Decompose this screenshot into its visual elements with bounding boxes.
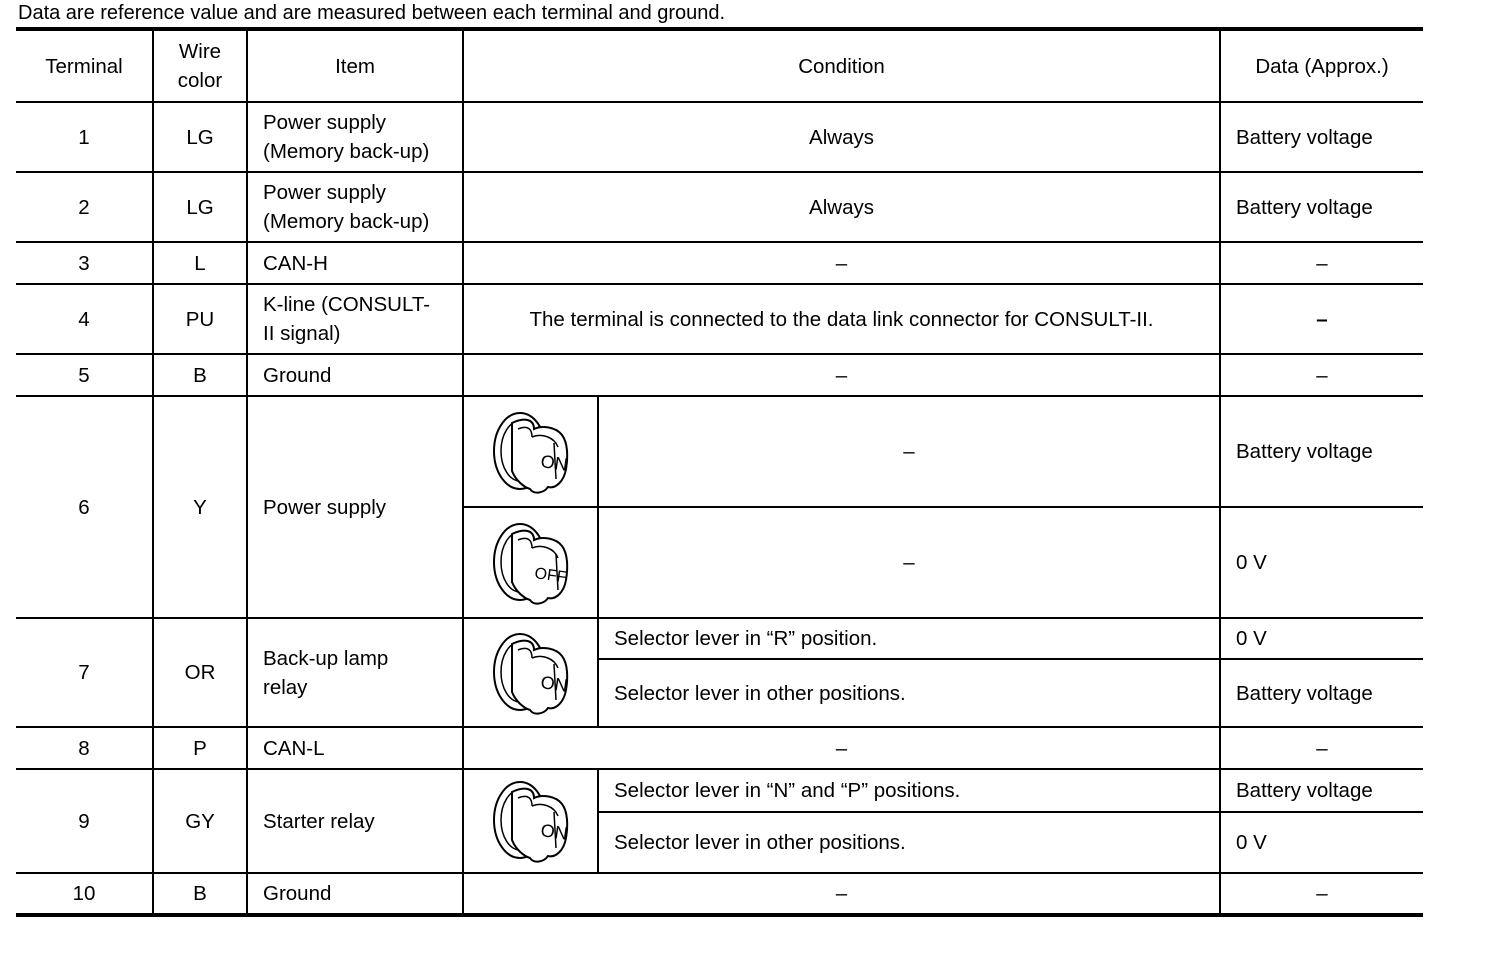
header-terminal: Terminal	[16, 29, 153, 102]
key-on-label: ON	[539, 671, 569, 696]
ignition-key-icon	[490, 630, 580, 716]
condition-cell: Selector lever in other positions.	[598, 659, 1220, 727]
terminal-cell: 9	[16, 769, 153, 873]
wire-color-cell: GY	[153, 769, 247, 873]
item-line1: K-line (CONSULT-	[263, 293, 431, 316]
table-row	[16, 354, 1423, 396]
data-cell: 0 V	[1220, 507, 1423, 618]
data-cell: 0 V	[1220, 812, 1423, 873]
data-cell: –	[1220, 284, 1423, 354]
condition-cell: –	[463, 354, 1220, 396]
condition-cell: Selector lever in “N” and “P” positions.	[598, 769, 1220, 812]
terminal-cell: 10	[16, 873, 153, 915]
table-row	[16, 284, 1423, 354]
data-cell: Battery voltage	[1220, 172, 1423, 242]
ignition-key-icon	[490, 520, 580, 606]
wire-color-cell: LG	[153, 102, 247, 172]
data-cell: Battery voltage	[1220, 102, 1423, 172]
terminal-cell: 4	[16, 284, 153, 354]
data-cell: –	[1220, 242, 1423, 284]
item-cell: CAN-H	[247, 242, 463, 284]
wire-color-cell: P	[153, 727, 247, 769]
data-cell: Battery voltage	[1220, 659, 1423, 727]
table-row	[16, 396, 1423, 507]
condition-cell: Selector lever in other positions.	[598, 812, 1220, 873]
condition-cell: Always	[463, 102, 1220, 172]
table-row	[16, 769, 1423, 812]
terminal-cell: 5	[16, 354, 153, 396]
ignition-key-on-cell	[463, 396, 598, 507]
item-line2: (Memory back-up)	[263, 140, 430, 163]
key-on-label: ON	[539, 820, 569, 844]
data-cell: Battery voltage	[1220, 396, 1423, 507]
key-off-label: OFF	[533, 564, 568, 586]
data-cell: –	[1220, 727, 1423, 769]
item-line1: Power supply	[263, 181, 387, 204]
item-line2: II signal)	[263, 322, 341, 345]
item-cell: Starter relay	[247, 769, 463, 873]
data-cell: –	[1220, 354, 1423, 396]
item-cell: Ground	[247, 354, 463, 396]
ignition-key-on-cell	[463, 769, 598, 873]
item-line1: Back-up lamp	[263, 646, 389, 670]
terminal-cell: 8	[16, 727, 153, 769]
item-line2: relay	[263, 675, 308, 699]
header-wire-color-line2: color	[177, 69, 223, 92]
condition-cell: –	[463, 242, 1220, 284]
data-cell: 0 V	[1220, 618, 1423, 659]
header-data: Data (Approx.)	[1220, 29, 1423, 102]
terminal-cell: 6	[16, 396, 153, 618]
terminal-cell: 1	[16, 102, 153, 172]
wire-color-cell: L	[153, 242, 247, 284]
condition-cell: –	[463, 727, 1220, 769]
wire-color-cell: PU	[153, 284, 247, 354]
key-on-label: ON	[539, 450, 569, 475]
wire-color-cell: LG	[153, 172, 247, 242]
header-condition: Condition	[463, 29, 1220, 102]
data-cell: Battery voltage	[1220, 769, 1423, 812]
condition-cell: –	[598, 396, 1220, 507]
item-cell: Ground	[247, 873, 463, 915]
item-cell	[247, 284, 463, 354]
wire-color-cell: B	[153, 354, 247, 396]
ignition-key-icon	[490, 778, 580, 864]
condition-cell: –	[463, 873, 1220, 915]
table-row	[16, 873, 1423, 915]
table-caption: Data are reference value and are measured between each terminal and ground.	[18, 2, 726, 24]
ignition-key-icon	[490, 409, 580, 495]
terminal-cell: 2	[16, 172, 153, 242]
ignition-key-on-cell	[463, 618, 598, 727]
header-wire-color	[153, 29, 247, 102]
item-cell: Power supply	[247, 396, 463, 618]
table-row	[16, 618, 1423, 659]
table-row	[16, 102, 1423, 172]
condition-cell: Always	[463, 172, 1220, 242]
wire-color-cell: Y	[153, 396, 247, 618]
terminal-data-table	[16, 27, 1423, 917]
wire-color-cell: OR	[153, 618, 247, 727]
table-row	[16, 172, 1423, 242]
terminal-cell: 7	[16, 618, 153, 727]
table-row	[16, 242, 1423, 284]
item-cell	[247, 102, 463, 172]
item-cell: CAN-L	[247, 727, 463, 769]
item-line1: Power supply	[263, 111, 387, 134]
wire-color-cell: B	[153, 873, 247, 915]
item-cell	[247, 618, 463, 727]
item-cell	[247, 172, 463, 242]
terminal-cell: 3	[16, 242, 153, 284]
data-cell: –	[1220, 873, 1423, 915]
header-wire-color-line1: Wire	[178, 40, 222, 63]
item-line2: (Memory back-up)	[263, 210, 430, 233]
condition-cell: –	[598, 507, 1220, 618]
ignition-key-off-cell	[463, 507, 598, 618]
condition-cell: The terminal is connected to the data link connector for CONSULT-II.	[463, 284, 1220, 354]
header-item: Item	[247, 29, 463, 102]
table-row	[16, 727, 1423, 769]
condition-cell: Selector lever in “R” position.	[598, 618, 1220, 659]
